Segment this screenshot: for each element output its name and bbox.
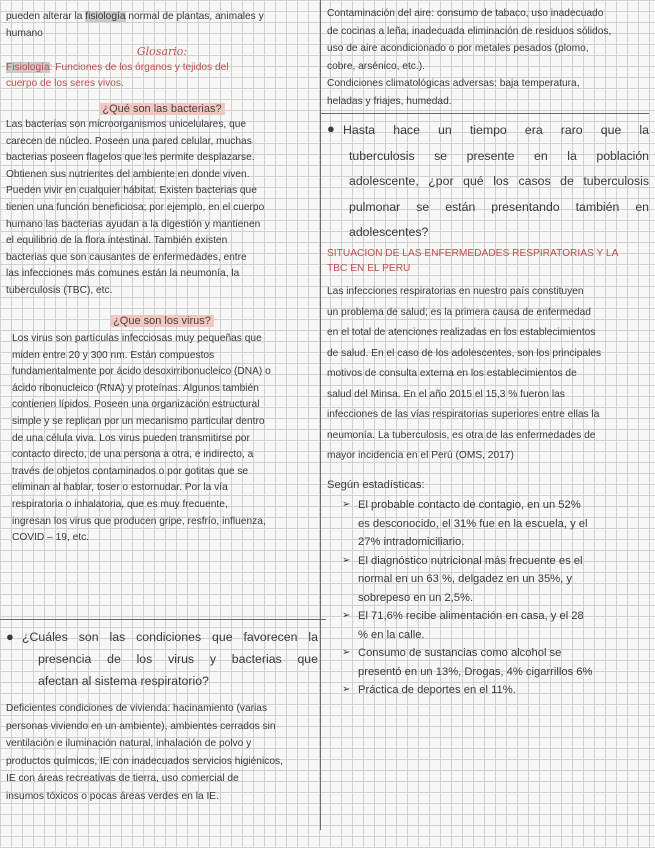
situation-line: en el total de atenciones realizadas en los establecimientos [327, 327, 596, 338]
conditions-paragraph [6, 700, 320, 805]
situation-heading [327, 246, 649, 276]
virus-line: respiratoria o inhalatoria, que es muy frecuente, [12, 498, 228, 510]
right-divider-line [320, 113, 649, 114]
bacteria-heading: ¿Qué son las bacterias? [99, 103, 224, 115]
stats-item-line: El 71,6% recibe alimentación en casa, y el 28 [358, 610, 584, 622]
bacteria-line: tienen una función beneficiosa; por ejemplo, en el cuerpo [6, 201, 265, 213]
column-divider [320, 0, 321, 830]
right-question-text [343, 118, 649, 246]
pollution-line: cobre, arsénico, etc.). [327, 60, 425, 72]
stats-item [342, 644, 649, 681]
conditions-line: productos químicos, IE con inadecuados servicios higiénicos, [6, 755, 283, 767]
conditions-line: insumos tóxicos o pocas áreas verdes en la IE. [6, 790, 219, 802]
bacteria-paragraph [6, 117, 318, 300]
stats-item-line: sobrepeso en un 2,5%. [358, 591, 474, 604]
virus-line: fundamentalmente por ácido desoxirribonucleico (DNA) o [12, 366, 271, 378]
situation-paragraph [327, 282, 649, 467]
bacteria-line: humano las bacterias ayudan a la digestión y mantienen [6, 218, 261, 230]
virus-line: través de objetos contaminados o por gotitas que se [12, 465, 249, 477]
bacteria-line: el equilibrio de la flora intestinal. También existen [6, 235, 228, 247]
intro-line-2: humano [6, 27, 43, 39]
glosario-block [6, 44, 318, 92]
intro-highlight: fisiología [85, 11, 126, 22]
bacteria-line: carecen de núcleo. Poseen una pared celular, muchas [6, 135, 252, 147]
bacteria-line: Las bacterias son microorganismos unicelulares, que [6, 119, 247, 130]
pollution-line: uso de aire acondicionado o por metales pesados (plomo, [327, 43, 589, 54]
stats-item [342, 681, 649, 700]
situation-line: un problema de salud; es la primera causa de enfermedad [327, 306, 591, 318]
bacteria-line: bacterias que son causantes de enfermedades, entre [6, 251, 247, 263]
virus-line: contacto directo, de una persona a otra, e indirecto, a [12, 449, 254, 461]
virus-line: miden entre 20 y 300 nm. Están compuestos [12, 349, 215, 361]
bacteria-line: bacterias poseen flagelos que les permite desplazarse. [6, 152, 255, 164]
virus-line: COVID – 19, etc. [12, 532, 90, 544]
stats-item-line: normal en un 63 %, delgadez en un 35%, y [358, 573, 572, 585]
arrow-bullet-icon: ➢ [342, 554, 351, 566]
virus-line: eliminan al hablar, toser o estornudar. Por la vía [12, 482, 228, 494]
stats-item-line: Práctica de deportes en el 11%. [358, 684, 516, 696]
situation-heading-line-2: TBC EN EL PERU [327, 263, 411, 274]
left-divider-line [0, 619, 326, 620]
pollution-line: heladas y friajes, humedad. [327, 95, 452, 107]
stats-item-line: El diagnóstico nutricional más frecuente es el [358, 554, 583, 567]
arrow-bullet-icon: ➢ [342, 610, 351, 621]
glosario-definition [6, 60, 318, 92]
bullet-icon: ● [327, 121, 335, 136]
question-line: tuberculosis se presente en la población [349, 148, 649, 163]
virus-line: simple y se replican por un mecanismo particular dentro [12, 415, 265, 427]
pollution-line: de cocinas a leña, inadecuada eliminación de residuos sólidos, [327, 25, 612, 37]
left-question-text [22, 626, 318, 692]
question-line: ¿Cuáles son las condiciones que favorecen la [22, 630, 318, 644]
virus-line: ingresan los virus que producen gripe, resfrío, influenza, [12, 515, 266, 527]
virus-paragraph [12, 331, 318, 547]
stats-item-line: El probable contacto de contagio, en un 52% [358, 499, 581, 511]
conditions-line: personas viviendo en un ambiente), ambientes cerrados sin [6, 720, 276, 732]
question-line: Hasta hace un tiempo era raro que la [343, 123, 649, 137]
pollution-line: Contaminación del aire: consumo de tabaco, uso inadecuado [327, 8, 604, 19]
question-line: adolescente, ¿por qué los casos de tuberculosis [349, 174, 649, 188]
glosario-def-line-1: : Funciones de los órganos y tejidos del [49, 62, 229, 73]
situation-line: Las infecciones respiratorias en nuestro país constituyen [327, 286, 584, 297]
virus-heading: ¿Que son los virus? [110, 315, 214, 327]
glosario-title: Glosario: [136, 45, 188, 58]
stats-item [342, 552, 649, 608]
bacteria-line: Pueden vivir en cualquier hábitat. Existen bacterias que [6, 185, 257, 197]
bacteria-line: Obtienen sus nutrientes del ambiente en donde viven. [6, 168, 250, 180]
question-line: adolescentes? [349, 225, 429, 239]
arrow-bullet-icon: ➢ [342, 647, 351, 658]
bullet-icon: ● [6, 629, 14, 644]
situation-line: salud del Minsa. En el año 2015 el 15,3 % fueron las [327, 388, 565, 400]
situation-line: motivos de consulta externa en los establecimientos de [327, 368, 577, 379]
stats-list [342, 496, 649, 700]
question-line: presencia de los virus y bacterias que [38, 652, 318, 666]
question-line: pulmonar se están presentando también en [349, 199, 649, 214]
situation-line: de salud. En el caso de los adolescentes, son los principales [327, 347, 602, 359]
left-question [6, 626, 318, 692]
stats-item [342, 496, 649, 552]
stats-item-line: presentó en un 13%, Drogas, 4% cigarrillos 6% [358, 665, 593, 678]
intro-line-1-pre: pueden alterar la [6, 11, 86, 22]
situation-line: mayor incidencia en el Perú (OMS, 2017) [327, 450, 514, 461]
situation-heading-line-1: SITUACION DE LAS ENFERMEDADES RESPIRATORIAS Y LA [327, 248, 619, 259]
pollution-paragraph [327, 5, 649, 110]
pollution-line: Condiciones climatológicas adversas: baja temperatura, [327, 78, 580, 89]
virus-line: contienen lípidos. Poseen una organización estructural [12, 399, 260, 411]
bacteria-line: las infecciones más comunes están la neumonía, la [6, 268, 240, 280]
conditions-line: ventilación e iluminación natural, inhalación de polvo y [6, 738, 252, 749]
question-line: afectan al sistema respiratorio? [38, 674, 209, 688]
glosario-term: Fisiología [6, 62, 50, 73]
stats-item-line: % en la calle. [358, 628, 425, 641]
stats-item-line: es desconocido, el 31% fue en la escuela, y el [358, 517, 588, 530]
right-question [327, 118, 649, 246]
conditions-line: IE con áreas recreativas de tierra, uso comercial de [6, 773, 239, 784]
stats-item [342, 607, 649, 644]
stats-title: Según estadísticas: [327, 479, 425, 491]
virus-line: de una célula viva. Los virus pueden transmitirse por [12, 432, 250, 444]
glosario-def-line-2: cuerpo de los seres vivos. [6, 78, 124, 89]
stats-item-line: Consumo de sustancias como alcohol se [358, 647, 562, 659]
arrow-bullet-icon: ➢ [342, 684, 351, 695]
stats-item-line: 27% intradomiciliario. [358, 536, 465, 548]
virus-line: Los virus son partículas infecciosas muy pequeñas que [12, 333, 262, 344]
bacteria-line: tuberculosis (TBC), etc. [6, 284, 113, 296]
arrow-bullet-icon: ➢ [342, 499, 351, 510]
virus-line: ácido ribonucleico (RNA) y proteínas. Algunos también [12, 382, 259, 394]
intro-line-1-post: normal de plantas, animales y [125, 11, 264, 22]
situation-line: infecciones de las vías respiratorias superiores entre ellas la [327, 409, 600, 420]
situation-line: neumonía. La tuberculosis, es otra de las enfermedades de [327, 429, 596, 441]
intro-text [6, 9, 318, 42]
conditions-line: Deficientes condiciones de vivienda: hacinamiento (varias [6, 703, 268, 714]
